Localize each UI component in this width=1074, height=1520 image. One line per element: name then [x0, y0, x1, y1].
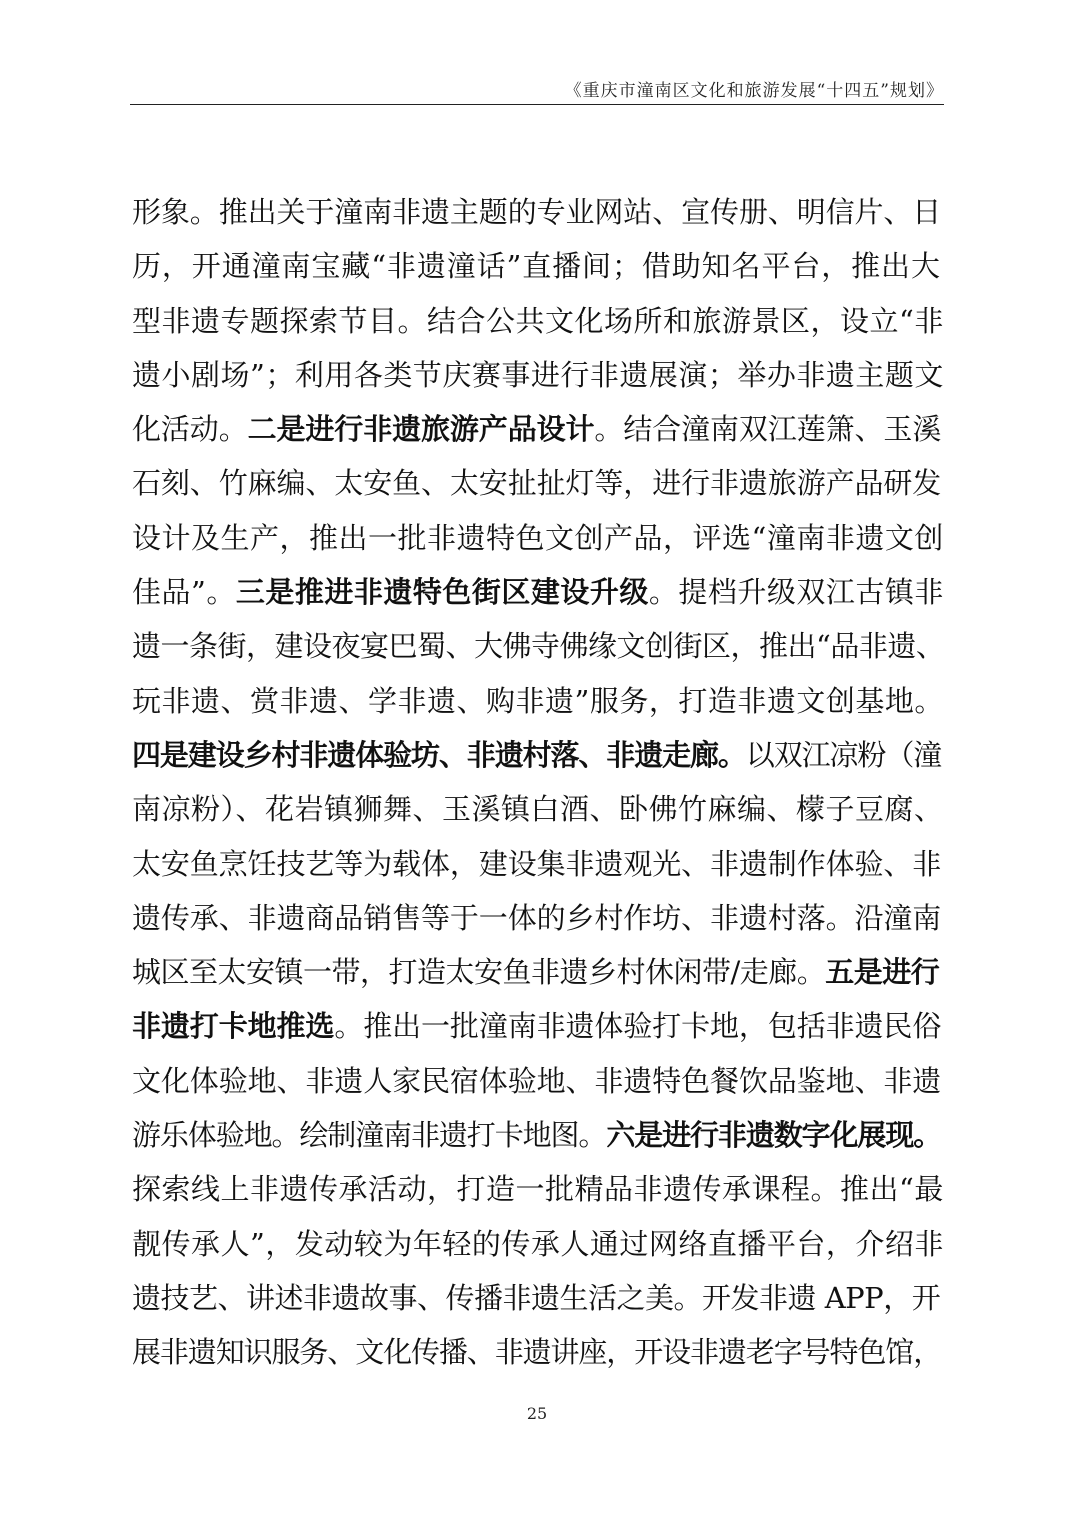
- text-segment: 太安鱼烹饪技艺等为载体，建设集非遗观光、非遗制作体验、非: [132, 846, 942, 881]
- text-line: [132, 239, 944, 293]
- text-line: [132, 402, 944, 456]
- text-line: [132, 1217, 944, 1271]
- text-line: [132, 999, 944, 1053]
- text-line: [132, 891, 944, 945]
- text-segment: 设计及生产，推出一批非遗特色文创产品，评选“潼南非遗文创: [132, 520, 944, 555]
- page-number: 25: [526, 1404, 548, 1423]
- text-segment: 形象。推出关于潼南非遗主题的专业网站、宣传册、明信片、日: [132, 195, 942, 229]
- text-line: [132, 1325, 944, 1379]
- text-line: [132, 1108, 944, 1162]
- text-segment: 文化体验地、非遗人家民宿体验地、非遗特色餐饮品鉴地、非遗: [132, 1063, 942, 1098]
- bold-phrase: 六是进行非遗数字化展现。: [606, 1118, 942, 1153]
- bold-phrase: 二是进行非遗旅游产品设计: [247, 412, 595, 447]
- text-segment: 以双江凉粉（潼: [745, 737, 942, 772]
- page-header: [130, 74, 944, 105]
- text-segment: 探索线上非遗传承活动，打造一批精品非遗传承课程。推出“最: [132, 1172, 944, 1207]
- text-segment: 。结合潼南双江莲箫、玉溪: [594, 412, 942, 447]
- text-segment: 佳品”。: [132, 575, 236, 610]
- text-line: [132, 456, 944, 510]
- text-segment: 靓传承人”，发动较为年轻的传承人通过网络直播平台，介绍非: [132, 1226, 944, 1261]
- text-segment: 展非遗知识服务、文化传播、非遗讲座，开设非遗老字号特色馆，: [132, 1335, 942, 1370]
- bold-phrase: 五是进行: [825, 955, 940, 990]
- text-segment: 南凉粉）、花岩镇狮舞、玉溪镇白酒、卧佛竹麻编、檬子豆腐、: [132, 792, 944, 827]
- text-segment: 遗一条街，建设夜宴巴蜀、大佛寺佛缘文创街区，推出“品非遗、: [132, 629, 944, 664]
- document-title: 《重庆市潼南区文化和旅游发展“十四五”规划》: [564, 81, 944, 101]
- text-line: [132, 185, 944, 239]
- body-paragraph: [132, 185, 944, 1380]
- text-line: [132, 565, 944, 619]
- text-segment: 。推出一批潼南非遗体验打卡地，包括非遗民俗: [334, 1009, 942, 1044]
- text-line: [132, 1271, 944, 1325]
- text-line: [132, 348, 944, 402]
- bold-phrase: 四是建设乡村非遗体验坊、非遗村落、非遗走廊。: [132, 737, 746, 772]
- text-line: [132, 619, 944, 673]
- text-segment: 城区至太安镇一带，打造太安鱼非遗乡村休闲带/走廊。: [132, 955, 826, 990]
- text-line: [132, 837, 944, 891]
- text-line: [132, 511, 944, 565]
- text-segment: 玩非遗、赏非遗、学非遗、购非遗”服务，打造非遗文创基地。: [132, 683, 944, 718]
- text-line: [132, 674, 944, 728]
- text-segment: 游乐体验地。绘制潼南非遗打卡地图。: [132, 1118, 607, 1153]
- text-segment: 遗小剧场”；利用各类节庆赛事进行非遗展演；举办非遗主题文: [132, 357, 944, 392]
- bold-phrase: 非遗打卡地推选: [132, 1009, 335, 1044]
- text-line: [132, 728, 944, 782]
- text-line: [132, 1054, 944, 1108]
- text-segment: 石刻、竹麻编、太安鱼、太安扯扯灯等，进行非遗旅游产品研发: [132, 466, 942, 501]
- text-line: [132, 1162, 944, 1216]
- text-segment: 化活动。: [132, 412, 248, 447]
- text-line: [132, 782, 944, 836]
- text-line: [132, 945, 944, 999]
- text-segment: 遗技艺、讲述非遗故事、传播非遗生活之美。开发非遗 APP，开: [132, 1280, 941, 1315]
- text-segment: 型非遗专题探索节目。结合公共文化场所和旅游景区，设立“非: [132, 303, 944, 338]
- bold-phrase: 三是推进非遗特色街区建设升级: [235, 575, 649, 610]
- text-segment: 。提档升级双江古镇非: [648, 575, 944, 610]
- text-segment: 遗传承、非遗商品销售等于一体的乡村作坊、非遗村落。沿潼南: [132, 900, 942, 935]
- text-line: [132, 294, 944, 348]
- text-segment: 历，开通潼南宝藏“非遗潼话”直播间；借助知名平台，推出大: [132, 249, 941, 284]
